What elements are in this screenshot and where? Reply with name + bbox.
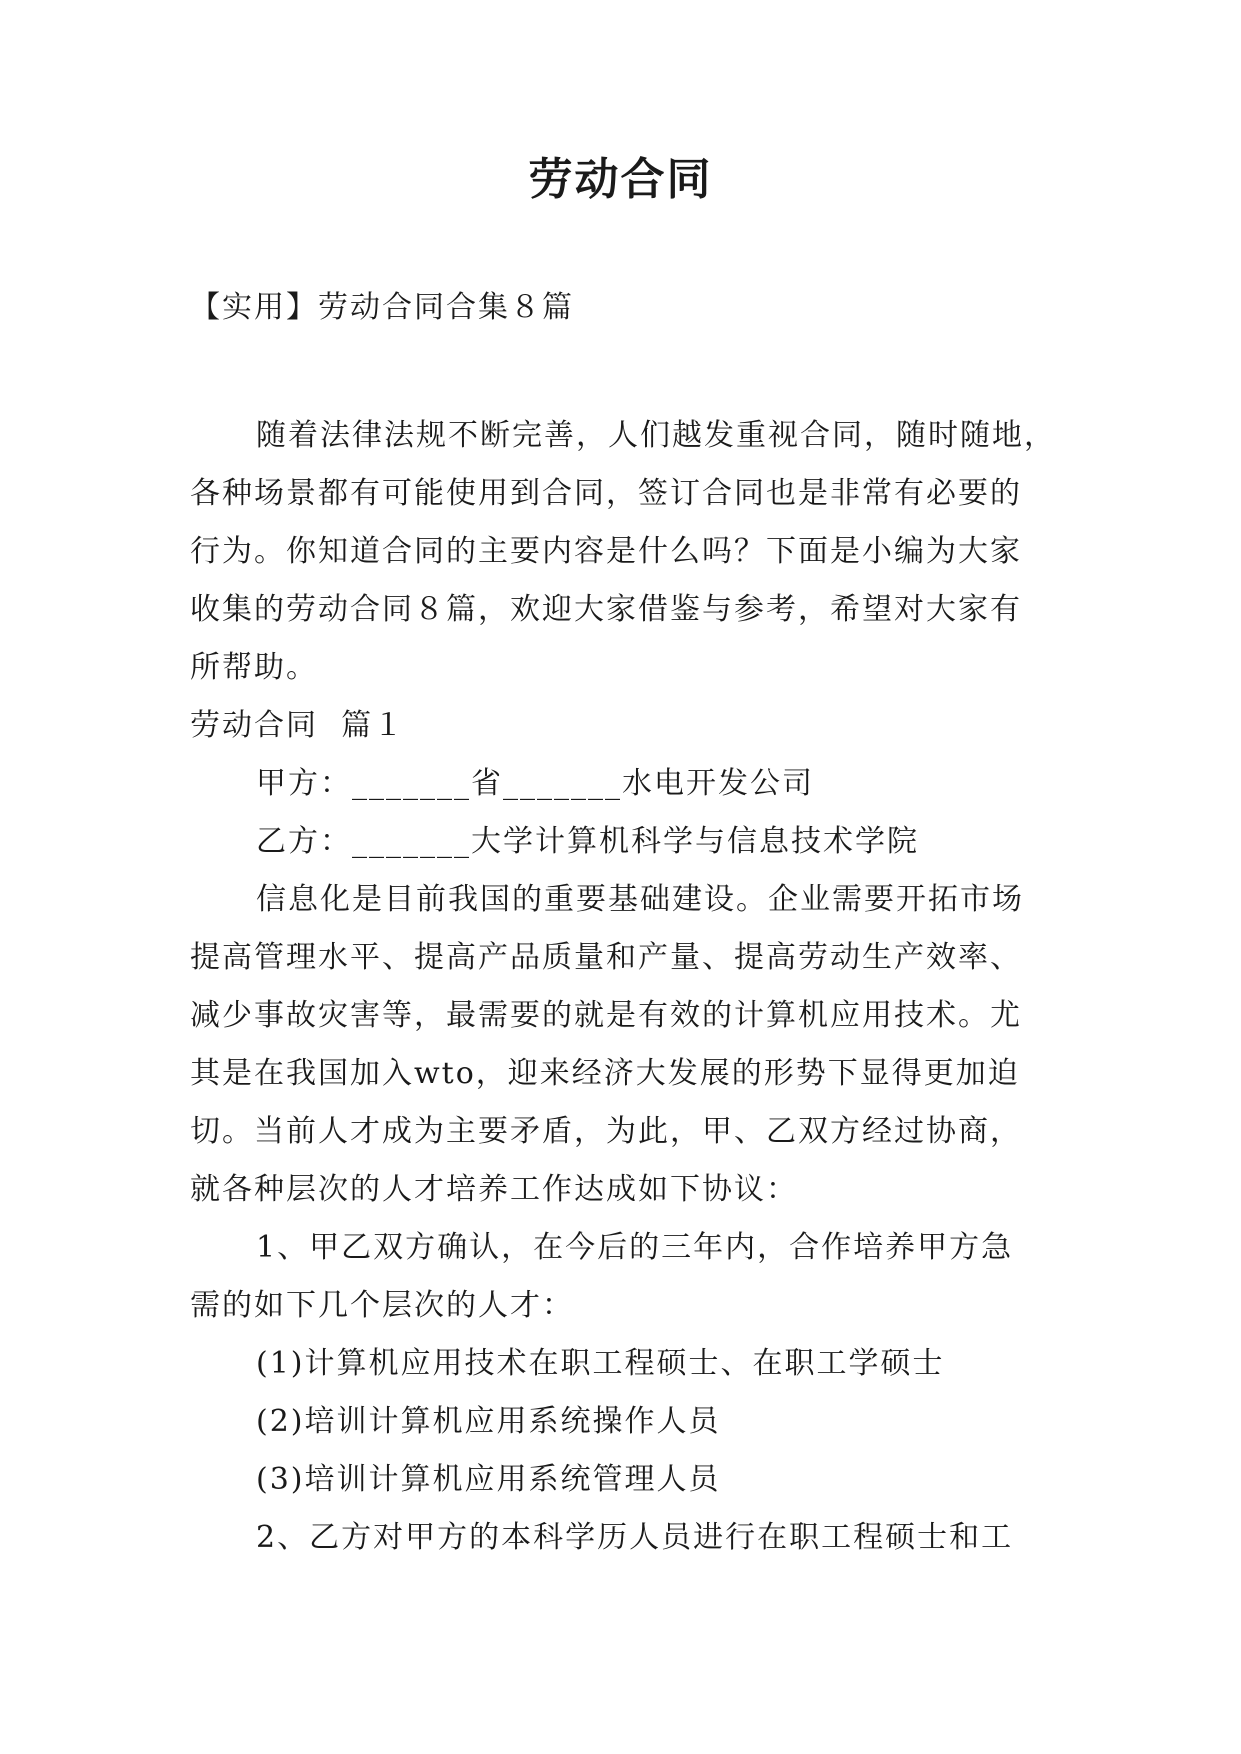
paragraph-line: 减少事故灾害等，最需要的就是有效的计算机应用技术。尤 — [190, 998, 1022, 1033]
party-a-line: 甲方：_______省_______水电开发公司 — [256, 766, 814, 801]
paragraph-line: 信息化是目前我国的重要基础建设。企业需要开拓市场 — [256, 882, 1024, 917]
paragraph-line: 提高管理水平、提高产品质量和产量、提高劳动生产效率、 — [190, 940, 1022, 975]
document-body — [190, 407, 1070, 1567]
section-heading: 劳动合同 篇１ — [190, 708, 406, 743]
paragraph-line: 切。当前人才成为主要矛盾，为此，甲、乙双方经过协商， — [190, 1114, 1022, 1149]
list-item: (3)培训计算机应用系统管理人员 — [256, 1462, 721, 1497]
paragraph-line: 就各种层次的人才培养工作达成如下协议： — [190, 1172, 798, 1207]
clause-line: 1、甲乙双方确认，在今后的三年内，合作培养甲方急 — [256, 1230, 1014, 1265]
list-item: (1)计算机应用技术在职工程硕士、在职工学硕士 — [256, 1346, 945, 1381]
document-title: 劳动合同 — [528, 154, 713, 205]
intro-line: 随着法律法规不断完善，人们越发重视合同，随时随地， — [256, 418, 1056, 453]
intro-line: 各种场景都有可能使用到合同，签订合同也是非常有必要的 — [190, 476, 1022, 511]
party-b-line: 乙方：_______大学计算机科学与信息技术学院 — [256, 824, 919, 859]
clause-line: 需的如下几个层次的人才： — [190, 1288, 574, 1323]
list-item: (2)培训计算机应用系统操作人员 — [256, 1404, 721, 1439]
clause-line: 2、乙方对甲方的本科学历人员进行在职工程硕士和工 — [256, 1520, 1014, 1555]
intro-line: 所帮助。 — [190, 650, 318, 685]
paragraph-line: 其是在我国加入wto，迎来经济大发展的形势下显得更加迫 — [190, 1056, 1020, 1091]
intro-line: 收集的劳动合同８篇，欢迎大家借鉴与参考，希望对大家有 — [190, 592, 1022, 627]
intro-line: 行为。你知道合同的主要内容是什么吗？下面是小编为大家 — [190, 534, 1022, 569]
document-subtitle: 【实用】劳动合同合集８篇 — [190, 290, 574, 325]
